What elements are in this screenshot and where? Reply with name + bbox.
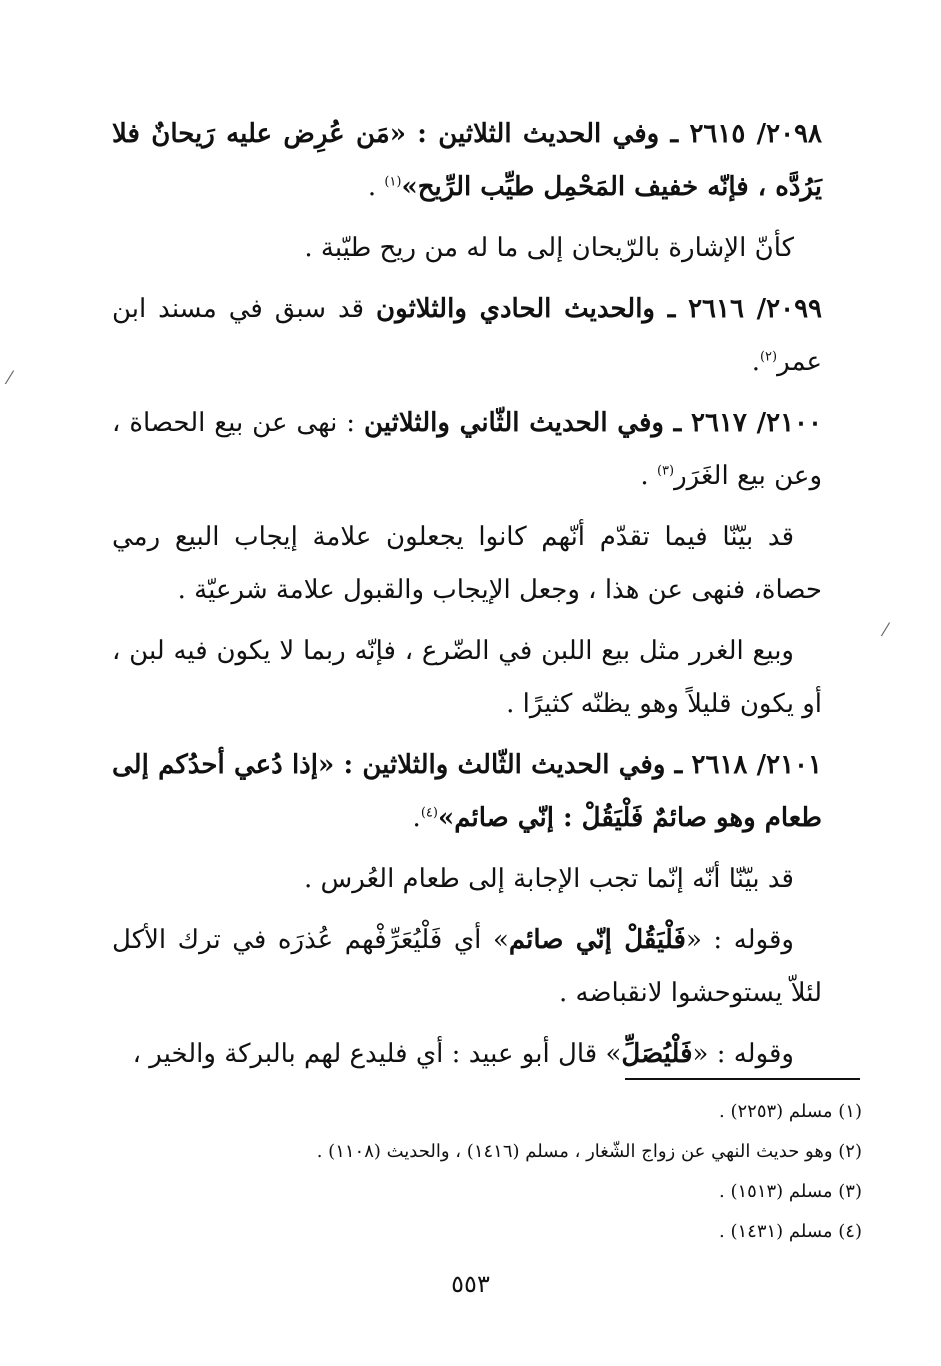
footnote-ref: (٣) <box>656 463 675 479</box>
footnote-item: (١) مسلم (٢٢٥٣) . <box>719 1101 862 1122</box>
commentary-paragraph <box>112 1028 822 1081</box>
hadith-entry-2099 <box>112 283 822 389</box>
commentary-paragraph: كأنّ الإشارة بالرّيحان إلى ما له من ريح طيّبة . <box>304 233 794 263</box>
quote-open: وقوله : « <box>692 1039 794 1069</box>
entry-heading: ٢٠٩٩/ ٢٦١٦ ـ والحديث الحادي والثلاثون <box>376 294 822 324</box>
footnote-ref: (٤) <box>420 805 438 821</box>
footnote-item: (٣) مسلم (١٥١٣) . <box>719 1181 862 1202</box>
footnote-separator <box>625 1078 860 1080</box>
footnotes <box>112 1092 862 1252</box>
entry-tail: . <box>640 461 657 491</box>
footnote-item: (٢) وهو حديث النهي عن زواج الشّغار ، مسلم (١٤١٦) ، والحديث (١١٠٨) . <box>316 1141 862 1162</box>
footnote-ref: (٢) <box>759 349 778 365</box>
hadith-entry-2101 <box>112 739 822 845</box>
entry-tail: . <box>367 172 385 202</box>
commentary-paragraph: قد بيّنّا أنّه إنّما تجب الإجابة إلى طعام العُرس . <box>303 864 794 894</box>
hadith-entry-2098 <box>112 108 822 214</box>
footnote-item: (٤) مسلم (١٤٣١) . <box>719 1221 862 1242</box>
entry-heading: ٢١٠١/ ٢٦١٨ ـ وفي الحديث الثّالث والثلاثين : «إذا دُعي أحدُكم إلى طعام وهو صائمٌ فَلْيَقُلْ : إنّي صائم» <box>112 750 822 833</box>
entry-heading: ٢٠٩٨/ ٢٦١٥ ـ وفي الحديث الثلاثين : «مَن عُرِض عليه رَيحانٌ فلا يَرُدَّه ، فإنّه خفيف المَحْمِل طيِّب الرِّيح» <box>112 119 822 202</box>
footnote-ref: (١) <box>384 174 402 190</box>
hadith-entry-2100 <box>112 397 822 503</box>
commentary-paragraph: وبيع الغرر مثل بيع اللبن في الضّرع ، فإنّه ربما لا يكون فيه لبن ، أو يكون قليلاً وهو يظنّه كثيرًا . <box>112 636 822 719</box>
entry-text: : نهى عن بيع الحصاة ، وعن بيع الغَرَر <box>112 408 822 491</box>
commentary-text: » قال أبو عبيد : أي فليدع لهم بالبركة والخير ، <box>132 1039 622 1069</box>
commentary-paragraph: قد بيّنّا فيما تقدّم أنّهم كانوا يجعلون علامة إيجاب البيع رمي حصاة، فنهى عن هذا ، وجعل الإيجاب والقبول علامة شرعيّة . <box>112 522 822 605</box>
entry-tail: . <box>412 803 421 833</box>
entry-heading: ٢١٠٠/ ٢٦١٧ ـ وفي الحديث الثّاني والثلاثين <box>363 408 822 438</box>
quoted-phrase: فَلْيَقُلْ إنّي صائم <box>508 925 686 955</box>
quote-open: وقوله : « <box>685 925 794 955</box>
quoted-phrase: فَلْيُصَلِّ <box>621 1039 693 1069</box>
margin-mark: ⁄ <box>884 620 888 641</box>
commentary-text: » أي فَلْيُعَرِّفْهم عُذرَه في ترك الأكل لئلاّ يستوحشوا لانقباضه . <box>112 925 822 1008</box>
margin-mark: ⁄ <box>8 368 12 389</box>
commentary-paragraph <box>112 914 822 1020</box>
main-text <box>112 108 822 1089</box>
entry-text: قد سبق في مسند ابن عمر <box>112 294 822 377</box>
entry-tail: . <box>751 347 760 377</box>
page-number: ٥٥٣ <box>451 1270 490 1298</box>
